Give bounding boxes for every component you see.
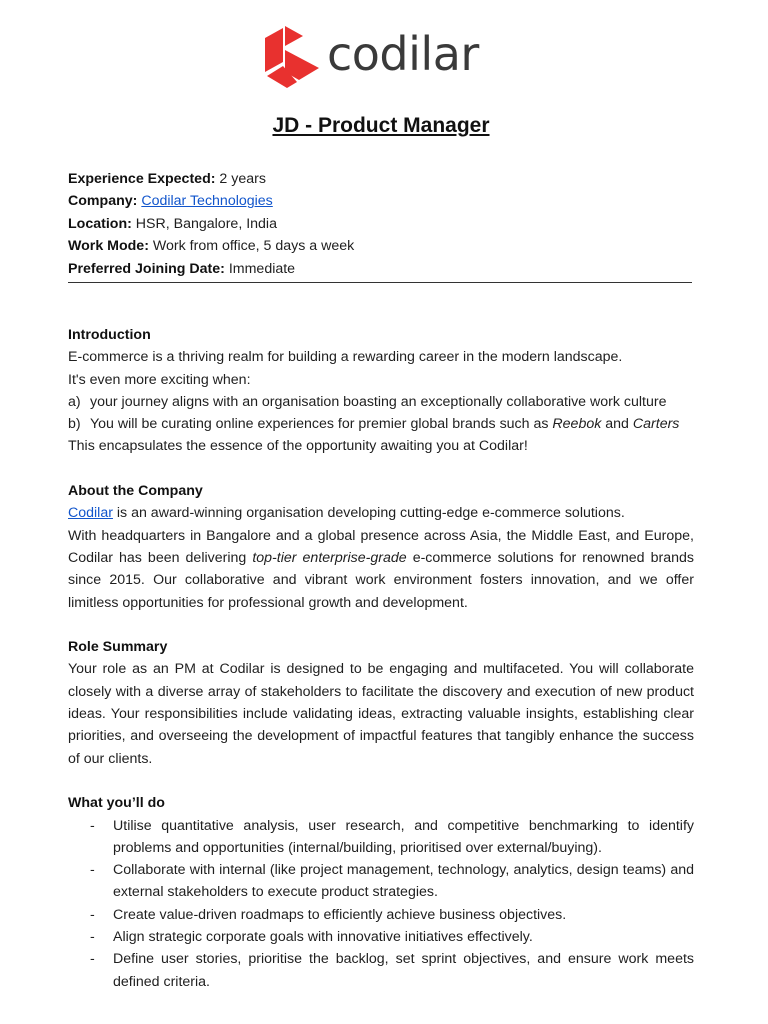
location-value: HSR, Bangalore, India	[135, 215, 277, 232]
about-paragraph	[68, 525, 694, 614]
intro-heading: Introduction	[68, 327, 151, 343]
spacer	[68, 458, 694, 480]
section-divider	[68, 282, 692, 283]
joining-value: Immediate	[228, 260, 296, 277]
about-para-pre: With headquarters in Bangalore and a global presence across Asia, the Middle East, and Europe, Codilar has been delivering	[68, 527, 694, 566]
item-b-text	[90, 413, 679, 435]
item-b-marker: b)	[68, 416, 81, 433]
meta-company	[68, 190, 694, 212]
duty-text: Utilise quantitative analysis, user research, and competitive benchmarking to identify problems and opportunities (internal/building, prioritised over external/buying).	[113, 817, 694, 856]
item-a-text: your journey aligns with an organisation boasting an exceptionally collaborative work culture	[90, 393, 667, 410]
meta-experience	[68, 168, 694, 190]
dash-marker: -	[90, 929, 95, 946]
duty-text: Create value-driven roadmaps to efficiently achieve business objectives.	[113, 906, 567, 923]
duty-text: Align strategic corporate goals with innovative initiatives effectively.	[113, 929, 533, 946]
spacer	[68, 614, 694, 636]
codilar-logo	[265, 26, 479, 88]
duties-heading: What you’ll do	[68, 795, 165, 812]
brand-name: codilar	[327, 27, 479, 81]
joining-label: Preferred Joining Date:	[68, 260, 225, 277]
duty-text: Define user stories, prioritise the backlog, set sprint objectives, and ensure work meets defined criteria.	[113, 951, 694, 990]
meta-work-mode	[68, 235, 694, 257]
intro-closing: This encapsulates the essence of the opportunity awaiting you at Codilar!	[68, 438, 528, 455]
brand-carters: Carters	[632, 416, 680, 433]
intro-line-1: E-commerce is a thriving realm for building a rewarding career in the modern landscape.	[68, 349, 623, 366]
about-heading: About the Company	[68, 483, 203, 500]
dash-marker: -	[90, 817, 95, 834]
experience-label: Experience Expected:	[68, 171, 216, 187]
list-item	[68, 815, 694, 860]
spacer	[68, 770, 694, 792]
item-a-marker: a)	[68, 393, 81, 410]
work-mode-value: Work from office, 5 days a week	[152, 238, 355, 255]
codilar-link[interactable]: Codilar	[68, 505, 113, 522]
duties-list	[68, 815, 694, 993]
brand-reebok: Reebok	[552, 416, 602, 433]
experience-value: 2 years	[219, 171, 266, 187]
location-label: Location:	[68, 215, 132, 232]
intro-line-2: It's even more exciting when:	[68, 371, 251, 388]
list-item	[68, 904, 694, 926]
about-para-post: e-commerce solutions for renowned brands since 2015. Our collaborative and vibrant work environment fosters innovation, and we offer limitless opportunities for professional growth and development.	[68, 549, 694, 611]
duty-text: Collaborate with internal (like project management, technology, analytics, design teams) and external stakeholders to execute product strategies.	[113, 862, 694, 901]
about-line-1-rest: is an award-winning organisation developing cutting-edge e-commerce solutions.	[112, 505, 625, 522]
role-heading: Role Summary	[68, 639, 168, 656]
document-body	[68, 324, 694, 993]
page-title: JD - Product Manager	[272, 114, 490, 137]
intro-item-a	[68, 391, 694, 413]
list-item	[68, 926, 694, 948]
item-b-and: and	[601, 416, 633, 433]
intro-item-b	[68, 413, 694, 435]
meta-location	[68, 213, 694, 235]
dash-marker: -	[90, 862, 95, 879]
dash-marker: -	[90, 906, 95, 923]
work-mode-label: Work Mode:	[68, 238, 149, 255]
role-summary-text: Your role as an PM at Codilar is designed to be engaging and multifaceted. You will collaborate closely with a diverse array of stakeholders to facilitate the discovery and execution of new product ideas. Your responsibilities include validating ideas, extracting valuable insights, establishing clear priorities, and overseeing the development of impactful features that tangibly enhance the success of our clients.	[68, 661, 694, 767]
about-line-1	[68, 502, 694, 524]
codilar-logo-icon	[265, 26, 319, 88]
company-label: Company:	[68, 193, 138, 210]
job-meta	[68, 168, 694, 280]
list-item	[68, 859, 694, 904]
about-para-emphasis: top-tier enterprise-grade	[252, 549, 407, 566]
item-b-text-pre: You will be curating online experiences for premier global brands such as	[90, 416, 553, 433]
list-item	[68, 948, 694, 993]
company-link[interactable]: Codilar Technologies	[141, 193, 273, 210]
dash-marker: -	[90, 951, 95, 968]
meta-joining-date	[68, 258, 694, 280]
